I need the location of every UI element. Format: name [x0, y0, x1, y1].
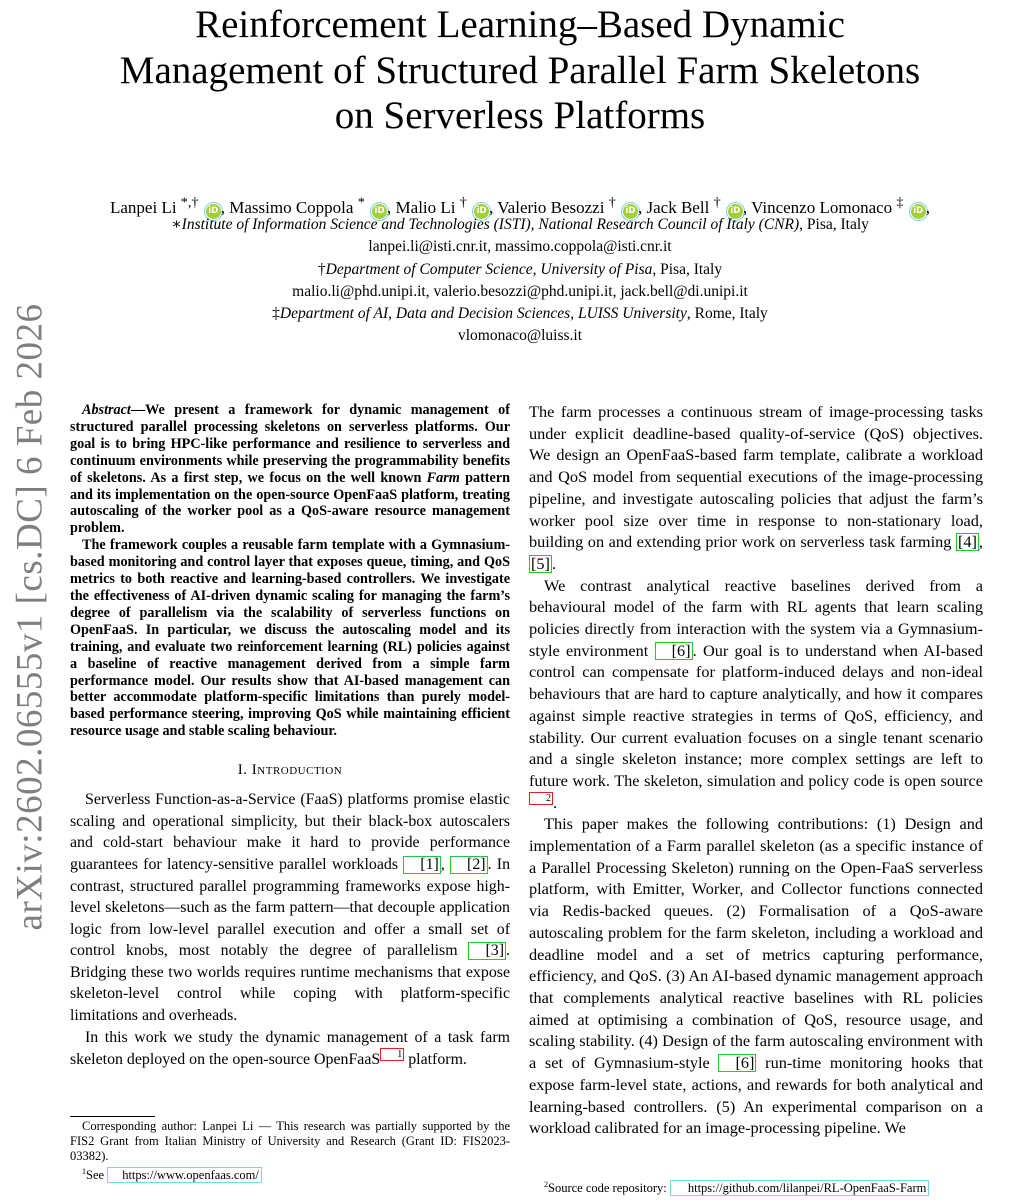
- author: Lanpei Li *,† iD ,: [109, 194, 225, 217]
- introduction-right: [529, 401, 983, 1139]
- abstract-paragraph-1: Abstract—We present a framework for dynamic management of structured parallel processing skeletons on serverless platforms. Our goal is to bring HPC-like performance and resilience to serverless and continuum environments while preserving the programmability benefits of skeletons. As a first step, we focus on the well known Farm pattern and its implementation on the open-source OpenFaaS platform, treating autoscaling of the worker pool as a QoS-aware resource management problem.: [70, 402, 511, 537]
- arxiv-stamp: [0, 292, 60, 942]
- author-marks: †: [459, 194, 467, 210]
- citation-link[interactable]: [6]: [718, 1054, 756, 1072]
- openfaas-url-link[interactable]: https://www.openfaas.com/: [107, 1167, 262, 1183]
- author-marks: †: [713, 194, 721, 210]
- author: Malio Li † iD ,: [395, 194, 494, 217]
- repository-url-link[interactable]: https://github.com/lilanpei/RL-OpenFaaS-Farm: [670, 1180, 930, 1196]
- introduction-left: [70, 789, 510, 1071]
- abstract-paragraph-2: The framework couples a reusable farm template with a Gymnasium-based monitoring and control layer that exposes queue, timing, and QoS metrics to both reactive and learning-based controllers. We investigate the effectiveness of AI-driven dynamic scaling for managing the farm’s degree of parallelism via the scalability of serverless functions on OpenFaaS. In particular, we discuss the autoscaling model and its training, and evaluate two reinforcement learning (RL) policies against a baseline of reactive management derived from a simple farm performance model. Our results show that AI-based management can better accommodate platform-specific limitations than purely model-based performance steering, improving QoS while maintaining efficient resource usage and stable scaling behaviour.: [70, 537, 510, 740]
- affiliation-3-emails: vlomonaco@luiss.it: [457, 327, 583, 345]
- citation-link[interactable]: [1]: [403, 856, 441, 874]
- title-line-3: on Serverless Platforms: [334, 94, 706, 137]
- title-line-1: Reinforcement Learning–Based Dynamic: [195, 3, 845, 46]
- intro-paragraph-1: Serverless Function-as-a-Service (FaaS) platforms promise elastic scaling and operational simplicity, but their black-box autoscalers and cold-start behaviour make it hard to provide performance guarantees for latency-sensitive parallel workloads [1] , [2] . In contrast, structured parallel programming frameworks expose high-level skeletons—such as the farm pattern—that decouple application logic from low-level parallel execution and offer a small set of control knobs, most notably the degree of parallelism [3] . Bridging these two worlds requires runtime mechanisms that expose skeleton-level control while coping with platform-specific limitations and overheads.: [70, 791, 511, 1025]
- orcid-icon[interactable]: iD: [372, 204, 387, 219]
- footnote-1: $^1$See https://www.openfaas.com/: [70, 1164, 510, 1183]
- orcid-icon[interactable]: iD: [474, 204, 489, 219]
- author-marks: †: [608, 194, 616, 210]
- section-heading-introduction: I. Introduction: [237, 762, 343, 779]
- author: Jack Bell † iD ,: [646, 194, 748, 217]
- author: Vincenzo Lomonaco ‡ iD ,: [751, 194, 930, 217]
- footnote-rule: [70, 1116, 155, 1117]
- author: Valerio Besozzi † iD ,: [497, 194, 643, 217]
- footnotes-left: [70, 1119, 510, 1183]
- citation-link[interactable]: [3]: [468, 942, 506, 960]
- title-line-2: Management of Structured Parallel Farm Skeletons: [119, 48, 921, 92]
- author-marks: ‡: [896, 194, 904, 210]
- abstract: [70, 402, 510, 740]
- abstract-label: Abstract: [82, 402, 131, 418]
- arxiv-stamp-text: arXiv:2602.06555v1 [cs.DC] 6 Feb 2026: [9, 303, 51, 931]
- affiliation-3: ‡Department of AI, Data and Decision Sciences, LUISS University, Rome, Italy: [272, 305, 768, 323]
- affiliation-1: ∗Institute of Information Science and Technologies (ISTI), National Research Council of Italy (CNR), Pisa, Italy: [171, 216, 869, 233]
- left-column: [70, 402, 510, 1071]
- affiliation-1-emails: lanpei.li@isti.cnr.it, massimo.coppola@isti.cnr.it: [368, 238, 672, 256]
- citation-link[interactable]: [5]: [531, 553, 550, 573]
- affiliation-2: †Department of Computer Science, University of Pisa, Pisa, Italy: [317, 260, 723, 278]
- intro-paragraph-5: This paper makes the following contributions: (1) Design and implementation of a Farm parallel skeleton (as a specific instance of a Parallel Processing Skeleton) running on the Open-FaaS serverless platform, with Emitter, Worker, and Collector functions connected via Redis-backed queues. (2) Formalisation of a QoS-aware autoscaling problem for the farm skeleton, including a workload and deadline model and a set of metrics capturing performance, efficiency, and QoS. (3) An AI-based dynamic management approach that complements analytical reactive baselines with RL policies aimed at optimising a combination of QoS, resource usage, and scaling stability. (4) Design of the farm autoscaling environment with a set of Gymnasium-style [6] run-time monitoring hooks that expose farm-level state, actions, and rewards for both analytical and learning-based controllers. (5) An experimental comparison on a workload calibrated for an image-processing pipeline. We: [529, 814, 984, 1138]
- orcid-icon[interactable]: iD: [911, 204, 926, 219]
- citation-link[interactable]: [4]: [957, 532, 977, 552]
- intro-paragraph-3: The farm processes a continuous stream of image-processing tasks under explicit deadline-based quality-of-service (QoS) objectives. We design an OpenFaaS-based farm template, calibrate a workload and QoS model from sequential executions of the image-processing pipeline, and investigate autoscaling policies that adjust the farm’s worker pool size over time in response to non-stationary load, building on and extending prior work on serverless task farming [4] , [5] .: [529, 402, 983, 573]
- author: Massimo Coppola * iD ,: [229, 194, 392, 217]
- citation-link[interactable]: [6]: [655, 642, 693, 660]
- author-marks: *,†: [180, 194, 199, 210]
- intro-paragraph-4: We contrast analytical reactive baselines derived from a behavioural model of the farm with RL agents that learn scaling policies directly from interaction with the system via a Gymnasium-style environment [6] . Our goal is to understand when AI-based control can compensate for platform-induced delays and non-ideal behaviours that are hard to capture analytically, and how it compares against simple reactive strategies in terms of QoS, efficiency, and stability. Our current evaluation focuses on a single tenant scenario and a single skeleton instance; more complex settings are left to future work. The skeleton, simulation and policy code is open source2 .: [529, 575, 983, 812]
- citation-link[interactable]: [2]: [450, 856, 488, 874]
- orcid-icon[interactable]: iD: [206, 204, 221, 219]
- right-column: [529, 401, 983, 1139]
- affiliation-2-emails: malio.li@phd.unipi.it, valerio.besozzi@phd.unipi.it, jack.bell@di.unipi.it: [292, 282, 748, 300]
- orcid-icon[interactable]: iD: [728, 204, 743, 219]
- author-marks: *: [357, 194, 365, 210]
- orcid-icon[interactable]: iD: [623, 204, 638, 219]
- footnote-link[interactable]: 2: [529, 792, 553, 805]
- footnote-2: $^2$Source code repository: https://github.com/lilanpei/RL-OpenFaaS-Farm: [529, 1177, 989, 1196]
- corresponding-author-note: Corresponding author: Lanpei Li — This research was partially supported by the FIS2 Grant from Italian Ministry of University and Research (Grant ID: FIS2023-03382).: [70, 1119, 510, 1163]
- affiliations: [30, 214, 1010, 348]
- paper-title: [40, 2, 1000, 139]
- intro-paragraph-2: In this work we study the dynamic management of a task farm skeleton deployed on the open-source OpenFaaS 1 platform.: [70, 1028, 510, 1069]
- footnote-link[interactable]: 1: [380, 1048, 404, 1061]
